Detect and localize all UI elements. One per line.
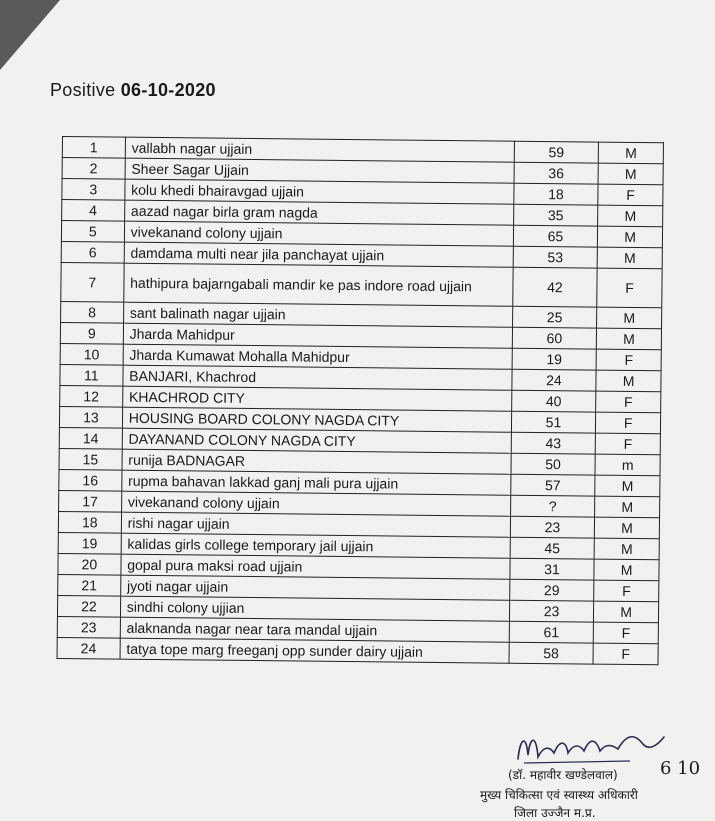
row-number: 19 — [58, 532, 121, 554]
row-number: 7 — [61, 262, 124, 302]
row-location: rishi nagar ujjain — [121, 512, 510, 537]
row-sex: F — [594, 622, 659, 644]
row-sex: M — [595, 475, 660, 497]
signature-date: 6 10 — [660, 758, 701, 779]
row-sex: M — [594, 559, 659, 581]
row-location: alaknanda nagar near tara mandal ujjain — [120, 617, 509, 642]
signature-block — [480, 720, 710, 820]
table-row — [61, 262, 662, 307]
row-age: 23 — [510, 516, 595, 538]
row-age: 65 — [513, 225, 598, 247]
row-age: 25 — [512, 306, 597, 328]
row-number: 9 — [60, 322, 123, 344]
row-age: 53 — [513, 246, 598, 268]
row-number: 24 — [57, 637, 120, 659]
row-location: rupma bahavan lakkad ganj mali pura ujjain — [122, 470, 511, 495]
row-age: 23 — [509, 600, 594, 622]
row-sex: F — [596, 391, 661, 413]
row-location: Sheer Sagar Ujjain — [125, 158, 514, 183]
row-sex: m — [595, 454, 660, 476]
row-number: 8 — [61, 301, 124, 323]
row-location: tatya tope marg freeganj opp sunder dairy ujjain — [120, 638, 509, 663]
row-sex: M — [597, 328, 662, 350]
row-age: 45 — [510, 537, 595, 559]
row-age: 18 — [514, 183, 599, 205]
positive-cases-table — [57, 136, 664, 665]
row-location: HOUSING BOARD COLONY NAGDA CITY — [122, 407, 511, 432]
row-sex: M — [599, 142, 664, 164]
row-age: 60 — [512, 327, 597, 349]
row-age: 40 — [511, 390, 596, 412]
row-number: 11 — [60, 364, 123, 386]
row-number: 22 — [57, 595, 120, 617]
row-number: 4 — [62, 200, 125, 222]
row-number: 10 — [60, 343, 123, 365]
row-age: 29 — [509, 579, 594, 601]
row-location: kalidas girls college temporary jail ujjain — [121, 533, 510, 558]
row-age: 24 — [512, 369, 597, 391]
row-location: DAYANAND COLONY NAGDA CITY — [122, 428, 511, 453]
row-sex: F — [596, 349, 661, 371]
row-age: 58 — [509, 642, 594, 664]
row-location: aazad nagar birla gram nagda — [124, 200, 513, 225]
row-age: 57 — [510, 474, 595, 496]
row-sex: M — [598, 226, 663, 248]
row-sex: F — [597, 268, 662, 308]
scan-corner-shadow — [0, 0, 60, 70]
row-age: 43 — [511, 432, 596, 454]
row-location: gopal pura maksi road ujjain — [121, 554, 510, 579]
row-number: 15 — [59, 448, 122, 470]
row-location: vivekanand colony ujjain — [121, 491, 510, 516]
row-number: 14 — [59, 427, 122, 449]
row-sex: F — [595, 433, 660, 455]
row-age: 50 — [511, 453, 596, 475]
row-sex: M — [595, 496, 660, 518]
row-sex: F — [593, 643, 658, 665]
handwritten-signature — [510, 725, 670, 769]
row-age: 51 — [511, 411, 596, 433]
row-number: 21 — [58, 574, 121, 596]
row-location: KHACHROD CITY — [122, 386, 511, 411]
row-location: Jharda Kumawat Mohalla Mahidpur — [123, 344, 512, 369]
row-number: 20 — [58, 553, 121, 575]
signatory-name: (डॉ. महावीर खण्डेलवाल) — [508, 768, 618, 782]
row-number: 12 — [60, 385, 123, 407]
row-sex: M — [597, 247, 662, 269]
signatory-designation: मुख्य चिकित्सा एवं स्वास्थ्य अधिकारी — [480, 788, 638, 802]
row-number: 1 — [62, 137, 125, 159]
row-location: kolu khedi bhairavgad ujjain — [125, 179, 514, 204]
row-sex: M — [595, 517, 660, 539]
row-location: runija BADNAGAR — [122, 449, 511, 474]
row-age: 31 — [510, 558, 595, 580]
title-label: Positive — [50, 80, 116, 100]
row-age: 61 — [509, 621, 594, 643]
signatory-district: जिला उज्जैन म.प्र. — [514, 806, 596, 820]
row-location: vallabh nagar ujjain — [125, 137, 514, 162]
page-title — [50, 80, 216, 101]
row-sex: F — [594, 580, 659, 602]
row-number: 6 — [61, 241, 124, 263]
row-sex: M — [596, 370, 661, 392]
row-number: 16 — [59, 469, 122, 491]
row-location: damdama multi near jila panchayat ujjain — [124, 242, 513, 267]
row-location: hathipura bajarngabali mandir ke pas indore road ujjain — [123, 263, 512, 306]
row-number: 18 — [58, 511, 121, 533]
row-age: 59 — [514, 141, 599, 163]
row-location: jyoti nagar ujjain — [120, 575, 509, 600]
row-age: 42 — [512, 267, 597, 307]
row-number: 17 — [59, 490, 122, 512]
row-number: 23 — [57, 616, 120, 638]
row-sex: M — [598, 163, 663, 185]
row-location: Jharda Mahidpur — [123, 323, 512, 348]
row-age: ? — [510, 495, 595, 517]
row-location: sindhi colony ujjian — [120, 596, 509, 621]
row-location: vivekanand colony ujjain — [124, 221, 513, 246]
row-number: 3 — [62, 179, 125, 201]
row-sex: M — [594, 538, 659, 560]
row-sex: F — [596, 412, 661, 434]
row-sex: M — [597, 307, 662, 329]
row-sex: F — [598, 184, 663, 206]
title-date: 06-10-2020 — [120, 80, 216, 100]
row-age: 36 — [514, 162, 599, 184]
row-location: sant balinath nagar ujjain — [123, 302, 512, 327]
row-age: 19 — [512, 348, 597, 370]
row-number: 13 — [59, 406, 122, 428]
row-age: 35 — [513, 204, 598, 226]
row-location: BANJARI, Khachrod — [123, 365, 512, 390]
row-sex: M — [594, 601, 659, 623]
row-sex: M — [598, 205, 663, 227]
row-number: 5 — [61, 221, 124, 243]
row-number: 2 — [62, 158, 125, 180]
